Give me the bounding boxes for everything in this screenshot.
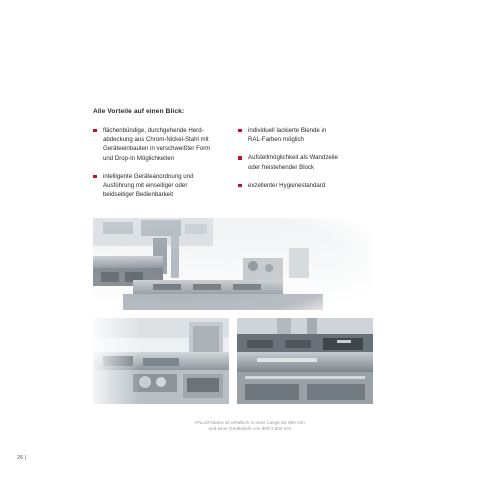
list-item [93,126,233,163]
list-item-line: abdeckung aus Chrom-Nickel-Stahl mit [103,136,209,144]
list-item [238,153,378,171]
list-item-line: oder freistehender Block [248,163,315,171]
list-item-line: exzellenter Hygienestandard [248,181,326,189]
advantages-list-right [238,126,378,199]
list-item [93,172,233,200]
list-item-line: Geräteeinbauten in verschweißter Form [103,145,211,153]
bullet-square-icon [93,129,97,133]
bullet-square-icon [238,156,242,160]
advantages-list-left [93,126,233,208]
caption-line: PALUX Matrix ist erhältlich in einer Länge bis 900 mm [195,420,305,425]
list-item-line: Ausführung mit einseitiger oder [103,182,188,190]
image-caption [170,420,330,433]
kitchen-overview-photo [93,218,373,310]
bullet-square-icon [238,129,242,133]
list-item-line: beidseitiger Bedienbarkeit [103,191,174,199]
section-heading: Alle Vorteile auf einen Blick: [93,108,185,115]
list-item [238,181,378,190]
list-item-line: und Drop-In Möglichkeiten [103,154,175,162]
cooking-block-closeup-photo [93,318,229,404]
page-number: 26 | [17,455,26,461]
bullet-square-icon [93,175,97,179]
list-item [238,126,378,144]
list-item-line: intelligente Geräteanordnung und [103,172,194,180]
list-item-line: individuell lackierte Blende in [248,127,327,134]
caption-line: und einer Gerätetiefe von 900-1.800 mm [208,426,292,432]
list-item-line: Aufstellmöglichkeit als Wandzeile [248,154,338,162]
list-item-line: RAL-Farben möglich [248,136,304,144]
list-item-line: flächenbündige, durchgehende Herd- [103,127,204,134]
range-closeup-photo [237,318,373,404]
bullet-square-icon [238,184,242,188]
